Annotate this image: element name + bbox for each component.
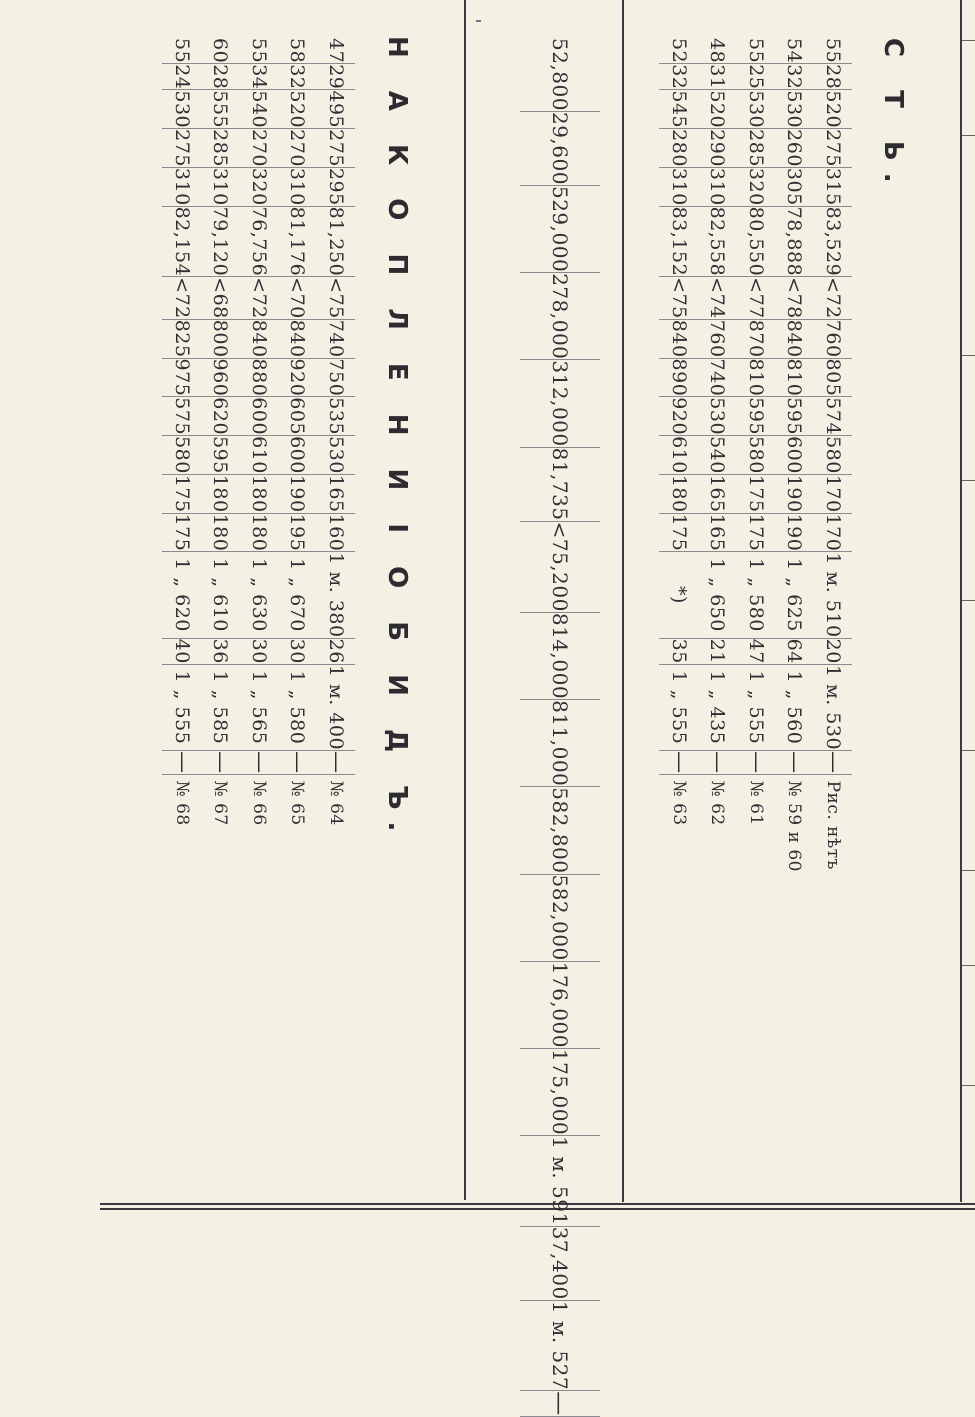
table-cell: 530 bbox=[775, 90, 814, 129]
table-cell: 600 bbox=[775, 436, 814, 475]
edge-line bbox=[962, 870, 975, 871]
average-cell: 278,000 bbox=[520, 273, 600, 360]
table-row bbox=[814, 38, 853, 872]
table-cell: 36 bbox=[201, 638, 240, 664]
table-cell: 170 bbox=[814, 513, 853, 552]
table-cell: 285 bbox=[201, 129, 240, 168]
table-cell: 54 bbox=[783, 38, 806, 64]
table-cell: 600 bbox=[240, 397, 279, 436]
table-cell: 495 bbox=[317, 90, 356, 129]
table-cell: 275 bbox=[317, 129, 356, 168]
table-cell: 81,250 bbox=[317, 206, 356, 276]
table-cell: 310 bbox=[163, 167, 202, 206]
table-cell: 960 bbox=[201, 358, 240, 397]
table-cell: <75 bbox=[317, 277, 356, 320]
note-cell: № 63 bbox=[660, 774, 699, 872]
table-cell: 180 bbox=[240, 474, 279, 513]
table-cell: 80,550 bbox=[737, 206, 776, 276]
table-cell: 605 bbox=[278, 397, 317, 436]
table-cell: <72 bbox=[163, 277, 202, 320]
table-row bbox=[240, 38, 279, 826]
table-cell: 530 bbox=[737, 90, 776, 129]
table-cell: 55 bbox=[745, 38, 767, 64]
table-cell: 29 bbox=[317, 64, 356, 90]
table-cell: 190 bbox=[278, 474, 317, 513]
table-cell: 31 bbox=[698, 64, 737, 90]
table-cell: 760 bbox=[698, 319, 737, 358]
table-cell: 52 bbox=[668, 38, 690, 64]
table-row bbox=[698, 38, 737, 872]
table-cell: 740 bbox=[698, 358, 737, 397]
table-cell: 595 bbox=[775, 397, 814, 436]
table-cell: 1 „ 435 bbox=[698, 664, 737, 750]
table-cell: — bbox=[698, 751, 737, 775]
table-cell: 870 bbox=[737, 319, 776, 358]
table-cell: 30 bbox=[278, 638, 317, 664]
table-cell: 1 „ 565 bbox=[240, 664, 279, 750]
table-cell: 165 bbox=[317, 474, 356, 513]
average-cell: 81,735 bbox=[520, 447, 600, 521]
table-cell: 175 bbox=[163, 513, 202, 552]
table-cell: 1 м. 380 bbox=[317, 552, 356, 638]
left-group-table bbox=[163, 38, 356, 826]
table-cell: 280 bbox=[660, 129, 699, 168]
table-cell: 1 м. 530 bbox=[814, 664, 853, 750]
table-cell: 82,558 bbox=[698, 206, 737, 276]
table-cell: 295 bbox=[317, 167, 356, 206]
edge-line bbox=[962, 40, 975, 41]
table-cell: 1 „ 560 bbox=[775, 664, 814, 750]
table-cell: 275 bbox=[814, 129, 853, 168]
table-cell: <72 bbox=[240, 277, 279, 320]
table-row bbox=[278, 38, 317, 826]
table-cell: 32 bbox=[278, 64, 317, 90]
average-cell: 29,600 bbox=[520, 111, 600, 185]
table-cell: 310 bbox=[698, 167, 737, 206]
table-cell: 40 bbox=[163, 638, 202, 664]
note-cell: № 68 bbox=[163, 774, 202, 826]
table-cell: 275 bbox=[163, 129, 202, 168]
table-cell: 180 bbox=[201, 513, 240, 552]
table-cell: 24 bbox=[163, 64, 202, 90]
table-cell: 530 bbox=[163, 90, 202, 129]
table-cell: 595 bbox=[201, 436, 240, 475]
average-cell: <75,200 bbox=[520, 521, 600, 612]
average-cell: 176,000 bbox=[520, 961, 600, 1048]
table-cell: 180 bbox=[660, 474, 699, 513]
table-cell: *) bbox=[660, 552, 699, 638]
table-cell: 55 bbox=[171, 38, 193, 64]
table-cell: 25 bbox=[737, 64, 776, 90]
table-cell: 1 „ 580 bbox=[737, 552, 776, 638]
table-cell: 800 bbox=[201, 319, 240, 358]
table-cell: 750 bbox=[317, 358, 356, 397]
table-cell: 310 bbox=[660, 167, 699, 206]
table-cell: 520 bbox=[278, 90, 317, 129]
average-cell: 582,800 bbox=[520, 787, 600, 874]
average-cell: 175,000 bbox=[520, 1048, 600, 1135]
table-cell: 310 bbox=[201, 167, 240, 206]
table-cell: 1 „ 650 bbox=[698, 552, 737, 638]
table-cell: — bbox=[660, 751, 699, 775]
note-header: Рис. нѣтъ bbox=[823, 780, 843, 870]
right-group-table bbox=[660, 38, 853, 872]
table-cell: 840 bbox=[775, 319, 814, 358]
table-cell: 545 bbox=[660, 90, 699, 129]
table-cell: 840 bbox=[660, 319, 699, 358]
table-cell: 580 bbox=[737, 436, 776, 475]
table-cell: 610 bbox=[240, 436, 279, 475]
table-row bbox=[317, 38, 356, 826]
table-row bbox=[737, 38, 776, 872]
table-cell: 48 bbox=[706, 38, 729, 64]
table-cell: 575 bbox=[163, 397, 202, 436]
average-cell: 529,000 bbox=[520, 185, 600, 272]
average-cell: 312,000 bbox=[520, 360, 600, 447]
table-cell: <75 bbox=[660, 277, 699, 320]
table-cell: <70 bbox=[278, 277, 317, 320]
table-cell: — bbox=[775, 751, 814, 775]
table-cell: 83,529 bbox=[814, 206, 853, 276]
table-cell: 920 bbox=[278, 358, 317, 397]
table-cell: 175 bbox=[737, 513, 776, 552]
note-cell bbox=[814, 774, 853, 872]
table-cell: 825 bbox=[163, 319, 202, 358]
averages-column bbox=[520, 38, 600, 1417]
table-cell: 880 bbox=[240, 358, 279, 397]
table-cell: 810 bbox=[737, 358, 776, 397]
table-row bbox=[775, 38, 814, 872]
note-cell: № 67 bbox=[201, 774, 240, 826]
table-cell: — bbox=[201, 751, 240, 775]
table-cell: 81,176 bbox=[278, 206, 317, 276]
edge-line bbox=[962, 480, 975, 481]
table-cell: 600 bbox=[278, 436, 317, 475]
divider-edge bbox=[960, 0, 962, 1202]
table-cell: 58 bbox=[286, 38, 309, 64]
edge-line bbox=[962, 965, 975, 966]
table-cell: 540 bbox=[240, 90, 279, 129]
table-cell: <78 bbox=[775, 277, 814, 320]
table-cell: <68 bbox=[201, 277, 240, 320]
table-cell: <77 bbox=[737, 277, 776, 320]
table-cell: 190 bbox=[775, 513, 814, 552]
table-cell: 920 bbox=[660, 397, 699, 436]
table-cell: 310 bbox=[278, 167, 317, 206]
table-cell: 840 bbox=[278, 319, 317, 358]
table-cell: — bbox=[814, 751, 853, 775]
table-cell: 175 bbox=[660, 513, 699, 552]
table-cell: 740 bbox=[317, 319, 356, 358]
table-cell: — bbox=[317, 751, 356, 775]
table-cell: 1 м. 510 bbox=[814, 552, 853, 638]
note-cell: № 62 bbox=[698, 774, 737, 872]
table-cell: 975 bbox=[163, 358, 202, 397]
table-cell: 760 bbox=[814, 319, 853, 358]
edge-line bbox=[962, 135, 975, 136]
table-cell: 840 bbox=[240, 319, 279, 358]
average-cell: 52,800 bbox=[548, 38, 572, 111]
table-cell: 320 bbox=[737, 167, 776, 206]
table-cell: 1 „ 555 bbox=[737, 664, 776, 750]
table-cell: 1 „ 610 bbox=[201, 552, 240, 638]
table-cell: — bbox=[163, 751, 202, 775]
averages-row bbox=[520, 38, 600, 1417]
table-cell: <74 bbox=[698, 277, 737, 320]
table-cell: 1 „ 580 bbox=[278, 664, 317, 750]
table-cell: 890 bbox=[660, 358, 699, 397]
note-cell: № 59 и 60 bbox=[775, 774, 814, 872]
table-cell: 270 bbox=[240, 129, 279, 168]
table-cell: 170 bbox=[814, 474, 853, 513]
table-cell: 28 bbox=[201, 64, 240, 90]
table-cell: — bbox=[240, 751, 279, 775]
table-cell: — bbox=[737, 751, 776, 775]
table-cell: 1 „ 630 bbox=[240, 552, 279, 638]
table-cell: 47 bbox=[325, 38, 347, 64]
table-cell: 1 „ 585 bbox=[201, 664, 240, 750]
table-row bbox=[201, 38, 240, 826]
average-cell: 37,400 bbox=[520, 1226, 600, 1300]
table-cell: 290 bbox=[698, 129, 737, 168]
edge-line bbox=[962, 600, 975, 601]
table-cell: 535 bbox=[317, 397, 356, 436]
table-row bbox=[660, 38, 699, 872]
table-cell: 175 bbox=[163, 474, 202, 513]
table-cell: 55 bbox=[248, 38, 270, 64]
note-cell: № 66 bbox=[240, 774, 279, 826]
table-cell: 160 bbox=[317, 513, 356, 552]
table-cell: 34 bbox=[240, 64, 279, 90]
average-cell: 1 м. 527 bbox=[520, 1300, 600, 1391]
table-cell: 555 bbox=[201, 90, 240, 129]
average-cell: 811,000 bbox=[520, 700, 600, 787]
table-cell: 79,120 bbox=[201, 206, 240, 276]
table-cell: 78,888 bbox=[775, 206, 814, 276]
table-cell: 32 bbox=[775, 64, 814, 90]
table-cell: 1 „ 670 bbox=[278, 552, 317, 638]
table-cell: 530 bbox=[698, 397, 737, 436]
average-cell: 582,000 bbox=[520, 874, 600, 961]
edge-line bbox=[962, 355, 975, 356]
table-cell: 805 bbox=[814, 358, 853, 397]
table-cell: 1 „ 555 bbox=[163, 664, 202, 750]
table-cell: <72 bbox=[814, 277, 853, 320]
table-cell: — bbox=[278, 751, 317, 775]
right-heading: С Т Ь. bbox=[878, 38, 908, 195]
average-cell: 814,000 bbox=[520, 612, 600, 699]
table-cell: 26 bbox=[317, 638, 356, 664]
table-cell: 60 bbox=[209, 38, 232, 64]
table-cell: 610 bbox=[660, 436, 699, 475]
table-cell: 1 „ 625 bbox=[775, 552, 814, 638]
table-row bbox=[163, 38, 202, 826]
table-cell: 47 bbox=[737, 638, 776, 664]
table-cell: 165 bbox=[698, 513, 737, 552]
table-cell: 30 bbox=[240, 638, 279, 664]
table-cell: 195 bbox=[278, 513, 317, 552]
tick-mark bbox=[476, 20, 481, 22]
table-cell: 520 bbox=[814, 90, 853, 129]
table-cell: 315 bbox=[814, 167, 853, 206]
table-cell: 270 bbox=[278, 129, 317, 168]
table-cell: 55 bbox=[822, 38, 844, 64]
note-cell: № 64 bbox=[317, 774, 356, 826]
table-cell: 1 „ 555 bbox=[660, 664, 699, 750]
table-cell: 320 bbox=[240, 167, 279, 206]
table-cell: 530 bbox=[317, 436, 356, 475]
divider-right bbox=[622, 0, 624, 1202]
table-cell: 28 bbox=[814, 64, 853, 90]
table-cell: 76,756 bbox=[240, 206, 279, 276]
table-cell: 540 bbox=[698, 436, 737, 475]
table-cell: 580 bbox=[814, 436, 853, 475]
table-cell: 305 bbox=[775, 167, 814, 206]
table-cell: 580 bbox=[163, 436, 202, 475]
table-cell: 260 bbox=[775, 129, 814, 168]
table-cell: 1 „ 620 bbox=[163, 552, 202, 638]
table-cell: 190 bbox=[775, 474, 814, 513]
table-cell: 35 bbox=[660, 638, 699, 664]
average-cell: 1 м. 591 bbox=[520, 1136, 600, 1227]
table-cell: 175 bbox=[737, 474, 776, 513]
divider-left bbox=[464, 0, 466, 1200]
table-cell: 180 bbox=[240, 513, 279, 552]
table-cell: 285 bbox=[737, 129, 776, 168]
left-heading: Н А К О П Л Е Н И І О Б И Д Ъ. bbox=[382, 36, 412, 844]
table-cell: 180 bbox=[201, 474, 240, 513]
average-cell: — bbox=[520, 1391, 600, 1417]
table-cell: 520 bbox=[698, 90, 737, 129]
table-cell: 83,152 bbox=[660, 206, 699, 276]
table-cell: 810 bbox=[775, 358, 814, 397]
table-cell: 21 bbox=[698, 638, 737, 664]
table-cell: 20 bbox=[814, 638, 853, 664]
table-cell: 165 bbox=[698, 474, 737, 513]
note-cell: № 61 bbox=[737, 774, 776, 872]
edge-line bbox=[962, 750, 975, 751]
table-cell: 595 bbox=[737, 397, 776, 436]
edge-line bbox=[962, 1085, 975, 1086]
table-cell: 574 bbox=[814, 397, 853, 436]
note-cell: № 65 bbox=[278, 774, 317, 826]
table-cell: 82,154 bbox=[163, 206, 202, 276]
table-cell: 64 bbox=[775, 638, 814, 664]
table-cell: 620 bbox=[201, 397, 240, 436]
table-cell: 1 м. 400 bbox=[317, 664, 356, 750]
table-cell: 32 bbox=[660, 64, 699, 90]
